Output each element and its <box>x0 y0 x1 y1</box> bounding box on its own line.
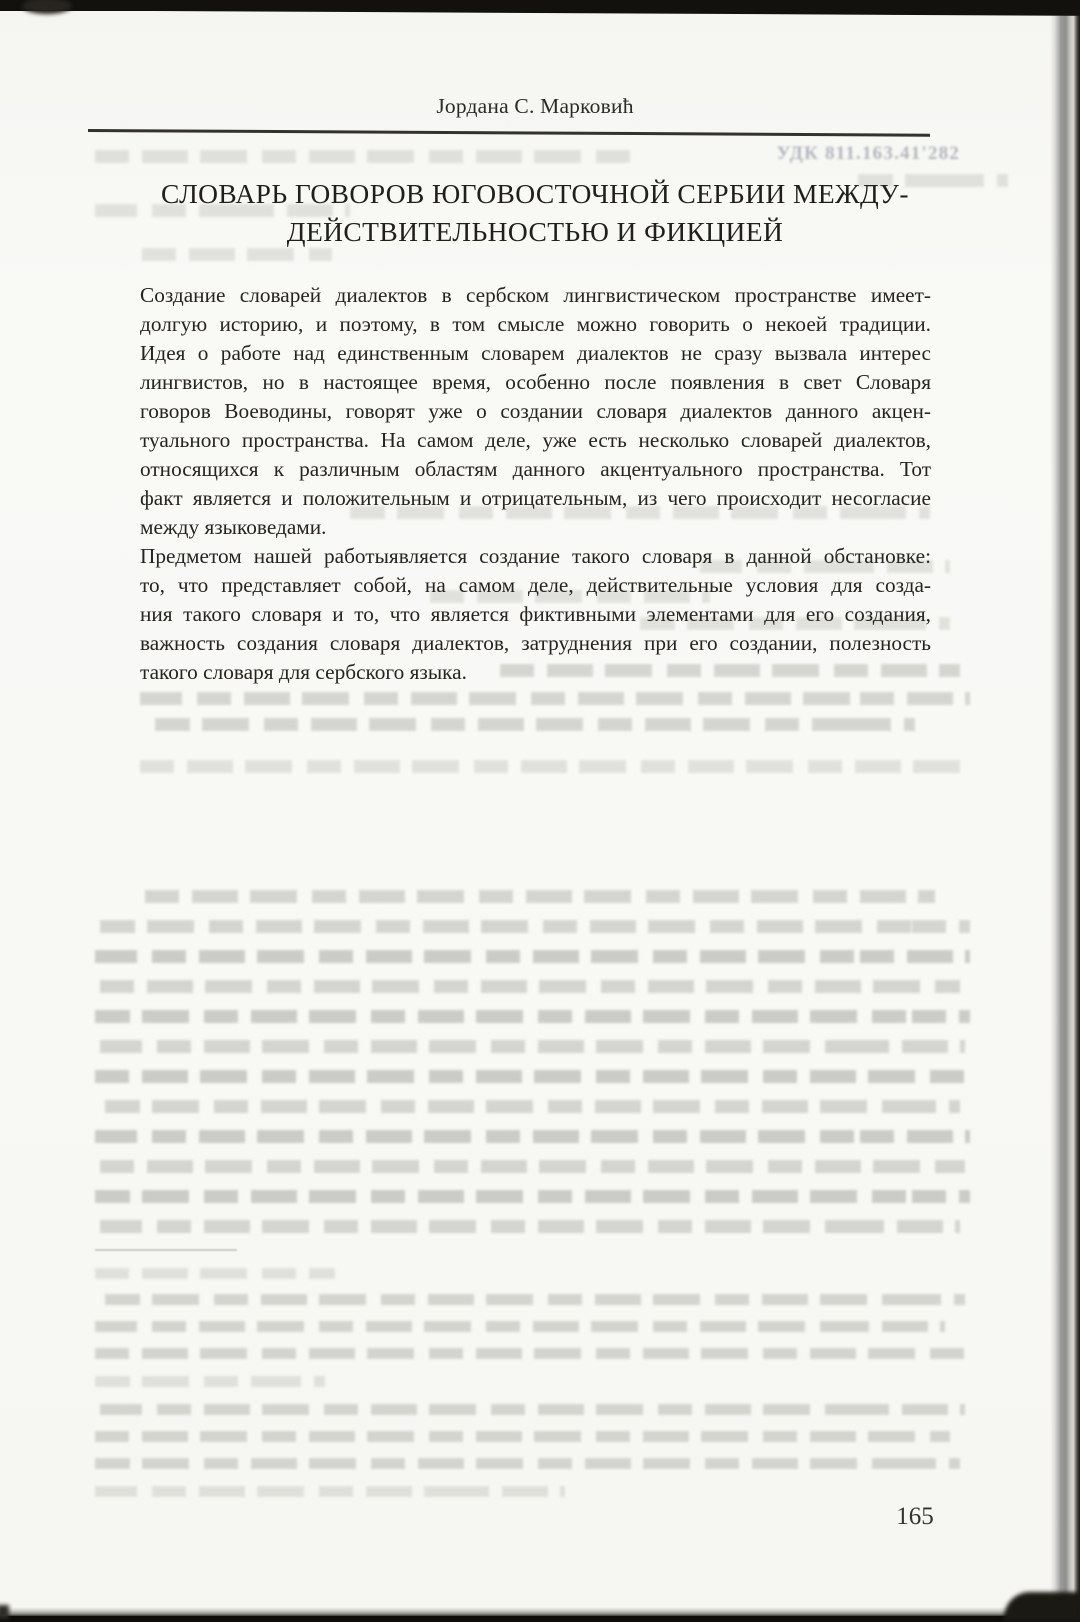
abstract-text <box>140 281 931 687</box>
bleedthrough-line <box>100 980 960 993</box>
abstract-line: важность создания словаря диалектов, затруднения при его создании, полезность <box>140 631 931 655</box>
abstract-line: туального пространства. На самом деле, уже есть несколько словарей диалектов, <box>140 428 931 452</box>
article-title <box>140 175 930 251</box>
abstract-line: относящихся к различным областям данного акцентуального пространства. Тот <box>140 457 931 481</box>
article-title-line2: ДЕЙСТВИТЕЛЬНОСТЬЮ И ФИКЦИЕЙ <box>286 216 784 247</box>
bleedthrough-line <box>140 760 960 773</box>
abstract-line: между языковедами. <box>140 515 327 539</box>
bleedthrough-footnote-rule <box>95 1249 237 1251</box>
abstract-line: долгую историю, и поэтому, в том смысле можно говорить о некоей традиции. <box>140 312 931 336</box>
abstract-line: Создание словарей диалектов в сербском лингвистическом пространстве имеет- <box>140 283 931 307</box>
abstract-line: лингвистов, но в настоящее время, особенно после появления в свет Словаря <box>140 370 931 394</box>
abstract-line: Предметом нашей работыявляется создание такого словаря в данной обстановке: <box>140 544 931 568</box>
page-number: 165 <box>896 1503 934 1530</box>
abstract-line: факт является и положительным и отрицательным, из чего происходит несогласие <box>140 486 931 510</box>
bleedthrough-line <box>145 890 935 903</box>
running-head-author: Јордана С. Марковић <box>436 94 634 118</box>
bleedthrough-line <box>95 1130 970 1143</box>
bleedthrough-footnote-line <box>95 1321 945 1332</box>
article-title-line1: СЛОВАРЬ ГОВОРОВ ЮГОВОСТОЧНОЙ СЕРБИИ МЕЖДУ- <box>161 178 909 209</box>
scan-corner-shadow <box>0 1605 9 1619</box>
bleedthrough-line <box>95 1070 975 1083</box>
bleedthrough-line <box>100 1040 965 1053</box>
bleedthrough-line <box>140 692 970 705</box>
bleedthrough-footnote-line <box>95 1268 335 1279</box>
abstract-line: говоров Воеводины, говорят уже о создании словаря диалектов данного акцен- <box>140 399 931 423</box>
bleedthrough-footnote-line <box>95 1458 960 1469</box>
abstract-line: то, что представляет собой, на самом деле, действительные условия для созда- <box>140 573 931 597</box>
bleedthrough-line <box>100 1220 960 1233</box>
abstract-line: такого словаря для сербского языка. <box>140 660 467 684</box>
abstract-line: ния такого словаря и то, что является фиктивными элементами для его создания, <box>140 602 931 626</box>
bleedthrough-line <box>95 1010 970 1023</box>
bleedthrough-footnote-line <box>95 1431 950 1442</box>
scan-corner-shadow <box>1004 1592 1080 1622</box>
bleedthrough-udc-number: УДК 811.163.41'282 <box>776 143 960 164</box>
bleedthrough-line <box>155 718 915 731</box>
bleedthrough-footnote-line <box>105 1294 965 1305</box>
bleedthrough-line <box>105 1100 960 1113</box>
bleedthrough-line <box>95 150 640 163</box>
book-edge-shadow <box>1050 0 1080 1616</box>
abstract-line: Идея о работе над единственным словарем диалектов не сразу вызвала интерес <box>140 341 931 365</box>
scan-bottom-edge <box>0 1607 1080 1616</box>
bleedthrough-footnote-line <box>95 1348 965 1359</box>
bleedthrough-line <box>100 1160 965 1173</box>
bleedthrough-line <box>100 920 970 933</box>
bleedthrough-line <box>95 1190 970 1203</box>
bleedthrough-footnote-line <box>95 1486 565 1497</box>
bleedthrough-footnote-line <box>100 1404 965 1415</box>
bleedthrough-line <box>95 950 970 963</box>
bleedthrough-footnote-line <box>95 1376 325 1387</box>
